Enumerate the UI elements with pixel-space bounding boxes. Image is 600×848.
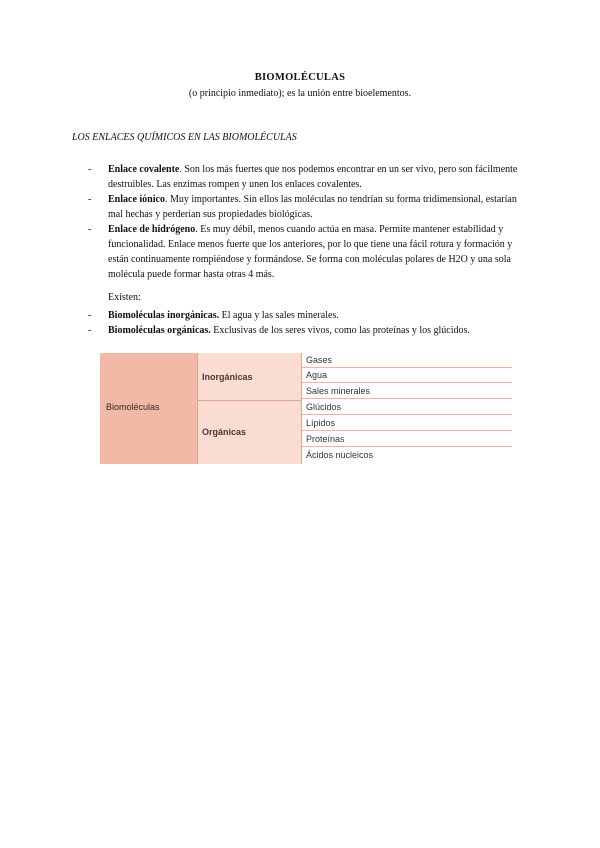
table-group-cell [198,353,301,401]
list-item [88,162,528,192]
page-title: BIOMOLÉCULAS [254,72,346,83]
table-root-cell [100,353,198,464]
table-item: Proteínas [302,432,512,447]
bullet-dash: - [88,310,92,321]
bond-term: Enlace iónico [108,194,165,205]
list-item [88,192,528,222]
bullet-dash: - [88,325,92,336]
bullet-dash: - [88,224,92,235]
table-item: Agua [302,368,512,383]
bond-list [88,162,528,282]
type-term: Biomoléculas inorgánicas. [108,310,220,321]
table-item: Ácidos nucleicos [306,450,374,460]
table-item: Glúcidos [302,400,512,415]
bond-text: . Muy importantes. Sin ellos las moléculas no tendrían su forma tridimensional, estarían mal hechas y perderían sus propiedades biológicas. [108,194,517,220]
bond-term: Enlace de hidrógeno [108,224,196,235]
existen-label: Existen: [108,292,141,303]
table-items-column [301,353,513,464]
type-text: El agua y las sales minerales. [219,310,339,321]
bond-text: . Son los más fuertes que nos podemos encontrar en un ser vivo, pero son fácilmente destruibles. Las enzimas rompen y unen los enlaces covalentes. [108,164,518,190]
biomolecule-table [100,353,512,464]
bond-term: Enlace covalente [108,164,180,175]
bullet-dash: - [88,164,92,175]
type-term: Biomoléculas orgánicas. [108,325,211,336]
bond-text: . Es muy débil, menos cuando actúa en masa. Permite mantener estabilidad y funcionalidad. Enlace menos fuerte que los anteriores, por lo que tiene una fácil rotura y formación y están continuamente rompiéndose y formándose. Se forma con moléculas polares de H2O y una sola molécula puede formar hasta otras 4 más. [108,224,513,280]
table-item: Gases [302,353,512,368]
list-item [88,323,528,338]
list-item [88,222,528,282]
type-list [88,308,528,338]
bullet-dash: - [88,194,92,205]
table-root-label: Biomoléculas [106,402,160,412]
table-group-cell [198,401,301,464]
table-item: Sales minerales [302,384,512,399]
table-group-label: Orgánicas [202,427,247,437]
section-heading: LOS ENLACES QUÍMICOS EN LAS BIOMOLÉCULAS [72,132,297,143]
list-item [88,308,528,323]
table-item: Lípidos [302,416,512,431]
type-text: Exclusivas de los seres vivos, como las proteínas y los glúcidos. [210,325,470,336]
table-group-label: Inorgánicas [202,372,253,382]
page-subtitle: (o principio inmediato); es la unión entre bioelementos. [188,88,412,99]
